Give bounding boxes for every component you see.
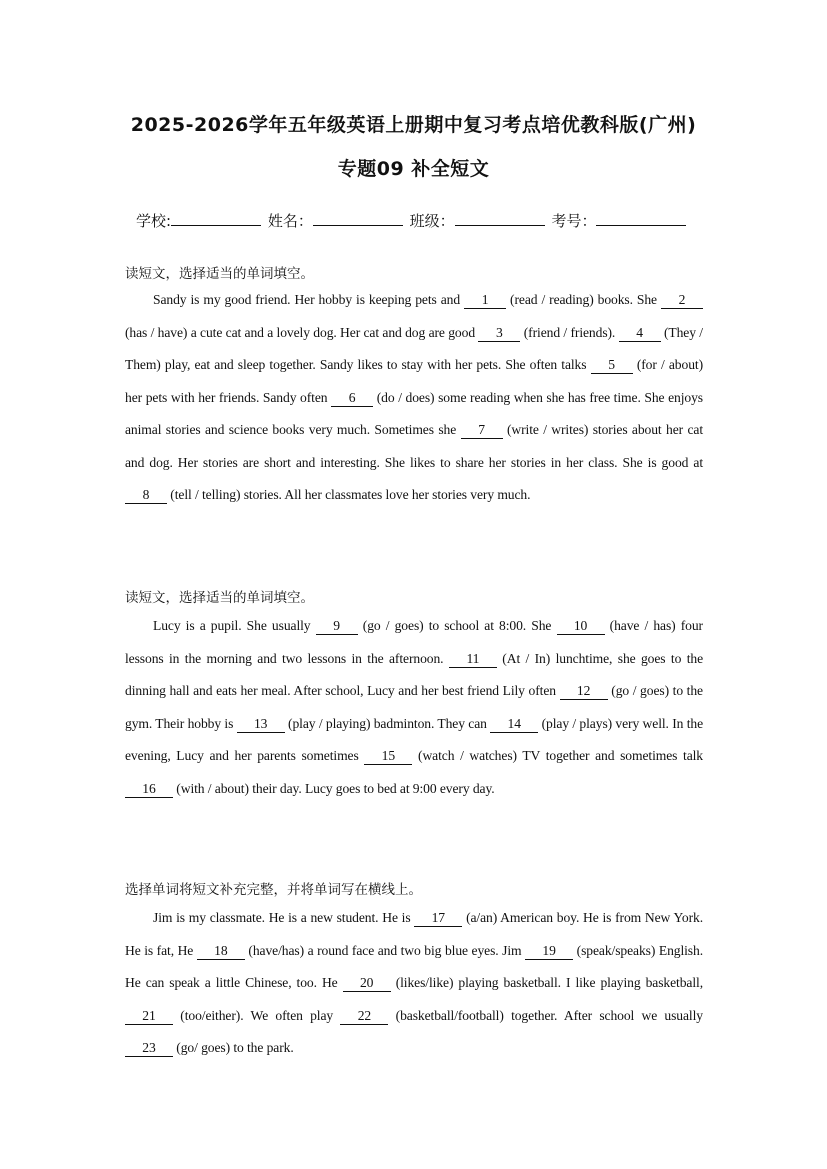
answer-blank-23[interactable]: 23	[125, 1040, 173, 1057]
name-field[interactable]	[313, 211, 403, 226]
answer-blank-13[interactable]: 13	[237, 716, 285, 733]
answer-blank-8[interactable]: 8	[125, 487, 167, 504]
school-label: 学校:	[136, 212, 172, 230]
answer-blank-4[interactable]: 4	[619, 325, 661, 342]
answer-blank-14[interactable]: 14	[490, 716, 538, 733]
passage-text: (have/has) a round face and two big blue eyes. Jim	[244, 942, 526, 958]
name-label: 姓名：	[267, 212, 313, 230]
passage-text: (They / Them) play, eat and sleep together. Sandy likes to stay with her pets. She often talks	[125, 324, 703, 372]
answer-blank-20[interactable]: 20	[343, 975, 391, 992]
exam-number-field[interactable]	[596, 211, 686, 226]
passage-text: (with / about) their day. Lucy goes to bed at 9:00 every day.	[173, 780, 495, 796]
class-field[interactable]	[455, 211, 545, 226]
answer-blank-1[interactable]: 1	[464, 292, 506, 309]
passage-text: Jim is my classmate. He is a new student. He is	[153, 910, 415, 925]
answer-blank-9[interactable]: 9	[316, 618, 358, 635]
answer-blank-6[interactable]: 6	[331, 390, 373, 407]
answer-blank-16[interactable]: 16	[125, 781, 173, 798]
school-field[interactable]	[171, 211, 261, 226]
passage-text: (likes/like) playing basketball. I like playing basketball,	[390, 975, 703, 990]
section-1-instruction: 读短文，选择适当的单词填空。	[125, 266, 314, 282]
answer-blank-15[interactable]: 15	[364, 748, 412, 765]
passage-text: (play / plays) very well. In the evening, Lucy and her parents sometimes	[125, 715, 704, 763]
passage-text: Lucy is a pupil. She usually	[153, 618, 316, 633]
passage-text: (too/either). We often play	[173, 1007, 341, 1023]
passage-text: (a/an) American boy. He is from New York. He is fat, He	[125, 910, 703, 958]
passage-text: (watch / watches) TV together and sometimes talk	[412, 748, 703, 763]
section-2-instruction: 读短文，选择适当的单词填空。	[125, 590, 314, 606]
class-label: 班级：	[409, 212, 455, 230]
passage-text: (write / writes) stories about her cat and dog. Her stories are short and interesting. She likes to share her stories in her class. She is good at	[125, 422, 703, 470]
answer-blank-22[interactable]: 22	[340, 1008, 388, 1025]
page-title: 2025-2026学年五年级英语上册期中复习考点培优教科版(广州)	[130, 114, 697, 136]
section-2-passage	[125, 610, 703, 805]
passage-text: (At / In) lunchtime, she goes to the dinning hall and eats her meal. After school, Lucy and her best friend Lily often	[125, 650, 704, 698]
passage-text: (speak/speaks) English. He can speak a little Chinese, too. He	[125, 942, 703, 990]
answer-blank-19[interactable]: 19	[525, 943, 573, 960]
passage-text: (play / playing) badminton. They can	[284, 715, 491, 731]
passage-text: Sandy is my good friend. Her hobby is keeping pets and	[153, 292, 465, 307]
passage-text: (go / goes) to school at 8:00. She	[357, 618, 557, 633]
answer-blank-11[interactable]: 11	[449, 651, 497, 668]
passage-text: (read / reading) books. She	[506, 292, 661, 307]
answer-blank-12[interactable]: 12	[560, 683, 608, 700]
answer-blank-3[interactable]: 3	[478, 325, 520, 342]
passage-text: (has / have) a cute cat and a lovely dog. Her cat and dog are good	[125, 324, 479, 340]
passage-text: (go/ goes) to the park.	[173, 1040, 294, 1055]
passage-text: (go / goes) to the gym. Their hobby is	[125, 683, 703, 731]
passage-text: (friend / friends).	[520, 324, 619, 340]
answer-blank-17[interactable]: 17	[414, 910, 462, 927]
section-3-passage	[125, 902, 703, 1065]
answer-blank-2[interactable]: 2	[661, 292, 703, 309]
passage-text: (tell / telling) stories. All her classmates love her stories very much.	[167, 487, 531, 502]
section-1-passage	[125, 284, 703, 512]
answer-blank-10[interactable]: 10	[557, 618, 605, 635]
passage-text: (for / about) her pets with her friends. Sandy often	[125, 357, 703, 405]
exam-number-label: 考号：	[551, 212, 597, 230]
student-info	[136, 210, 688, 231]
section-3-instruction: 选择单词将短文补充完整，并将单词写在横线上。	[125, 882, 422, 898]
answer-blank-18[interactable]: 18	[197, 943, 245, 960]
passage-text: (do / does) some reading when she has free time. She enjoys animal stories and science books very much. Sometimes she	[125, 389, 704, 437]
answer-blank-7[interactable]: 7	[461, 422, 503, 439]
passage-text: (have / has) four lessons in the morning and two lessons in the afternoon.	[125, 618, 703, 666]
answer-blank-21[interactable]: 21	[125, 1008, 173, 1025]
answer-blank-5[interactable]: 5	[591, 357, 633, 374]
page-subtitle: 专题09 补全短文	[337, 158, 490, 180]
passage-text: (basketball/football) together. After school we usually	[388, 1007, 703, 1023]
